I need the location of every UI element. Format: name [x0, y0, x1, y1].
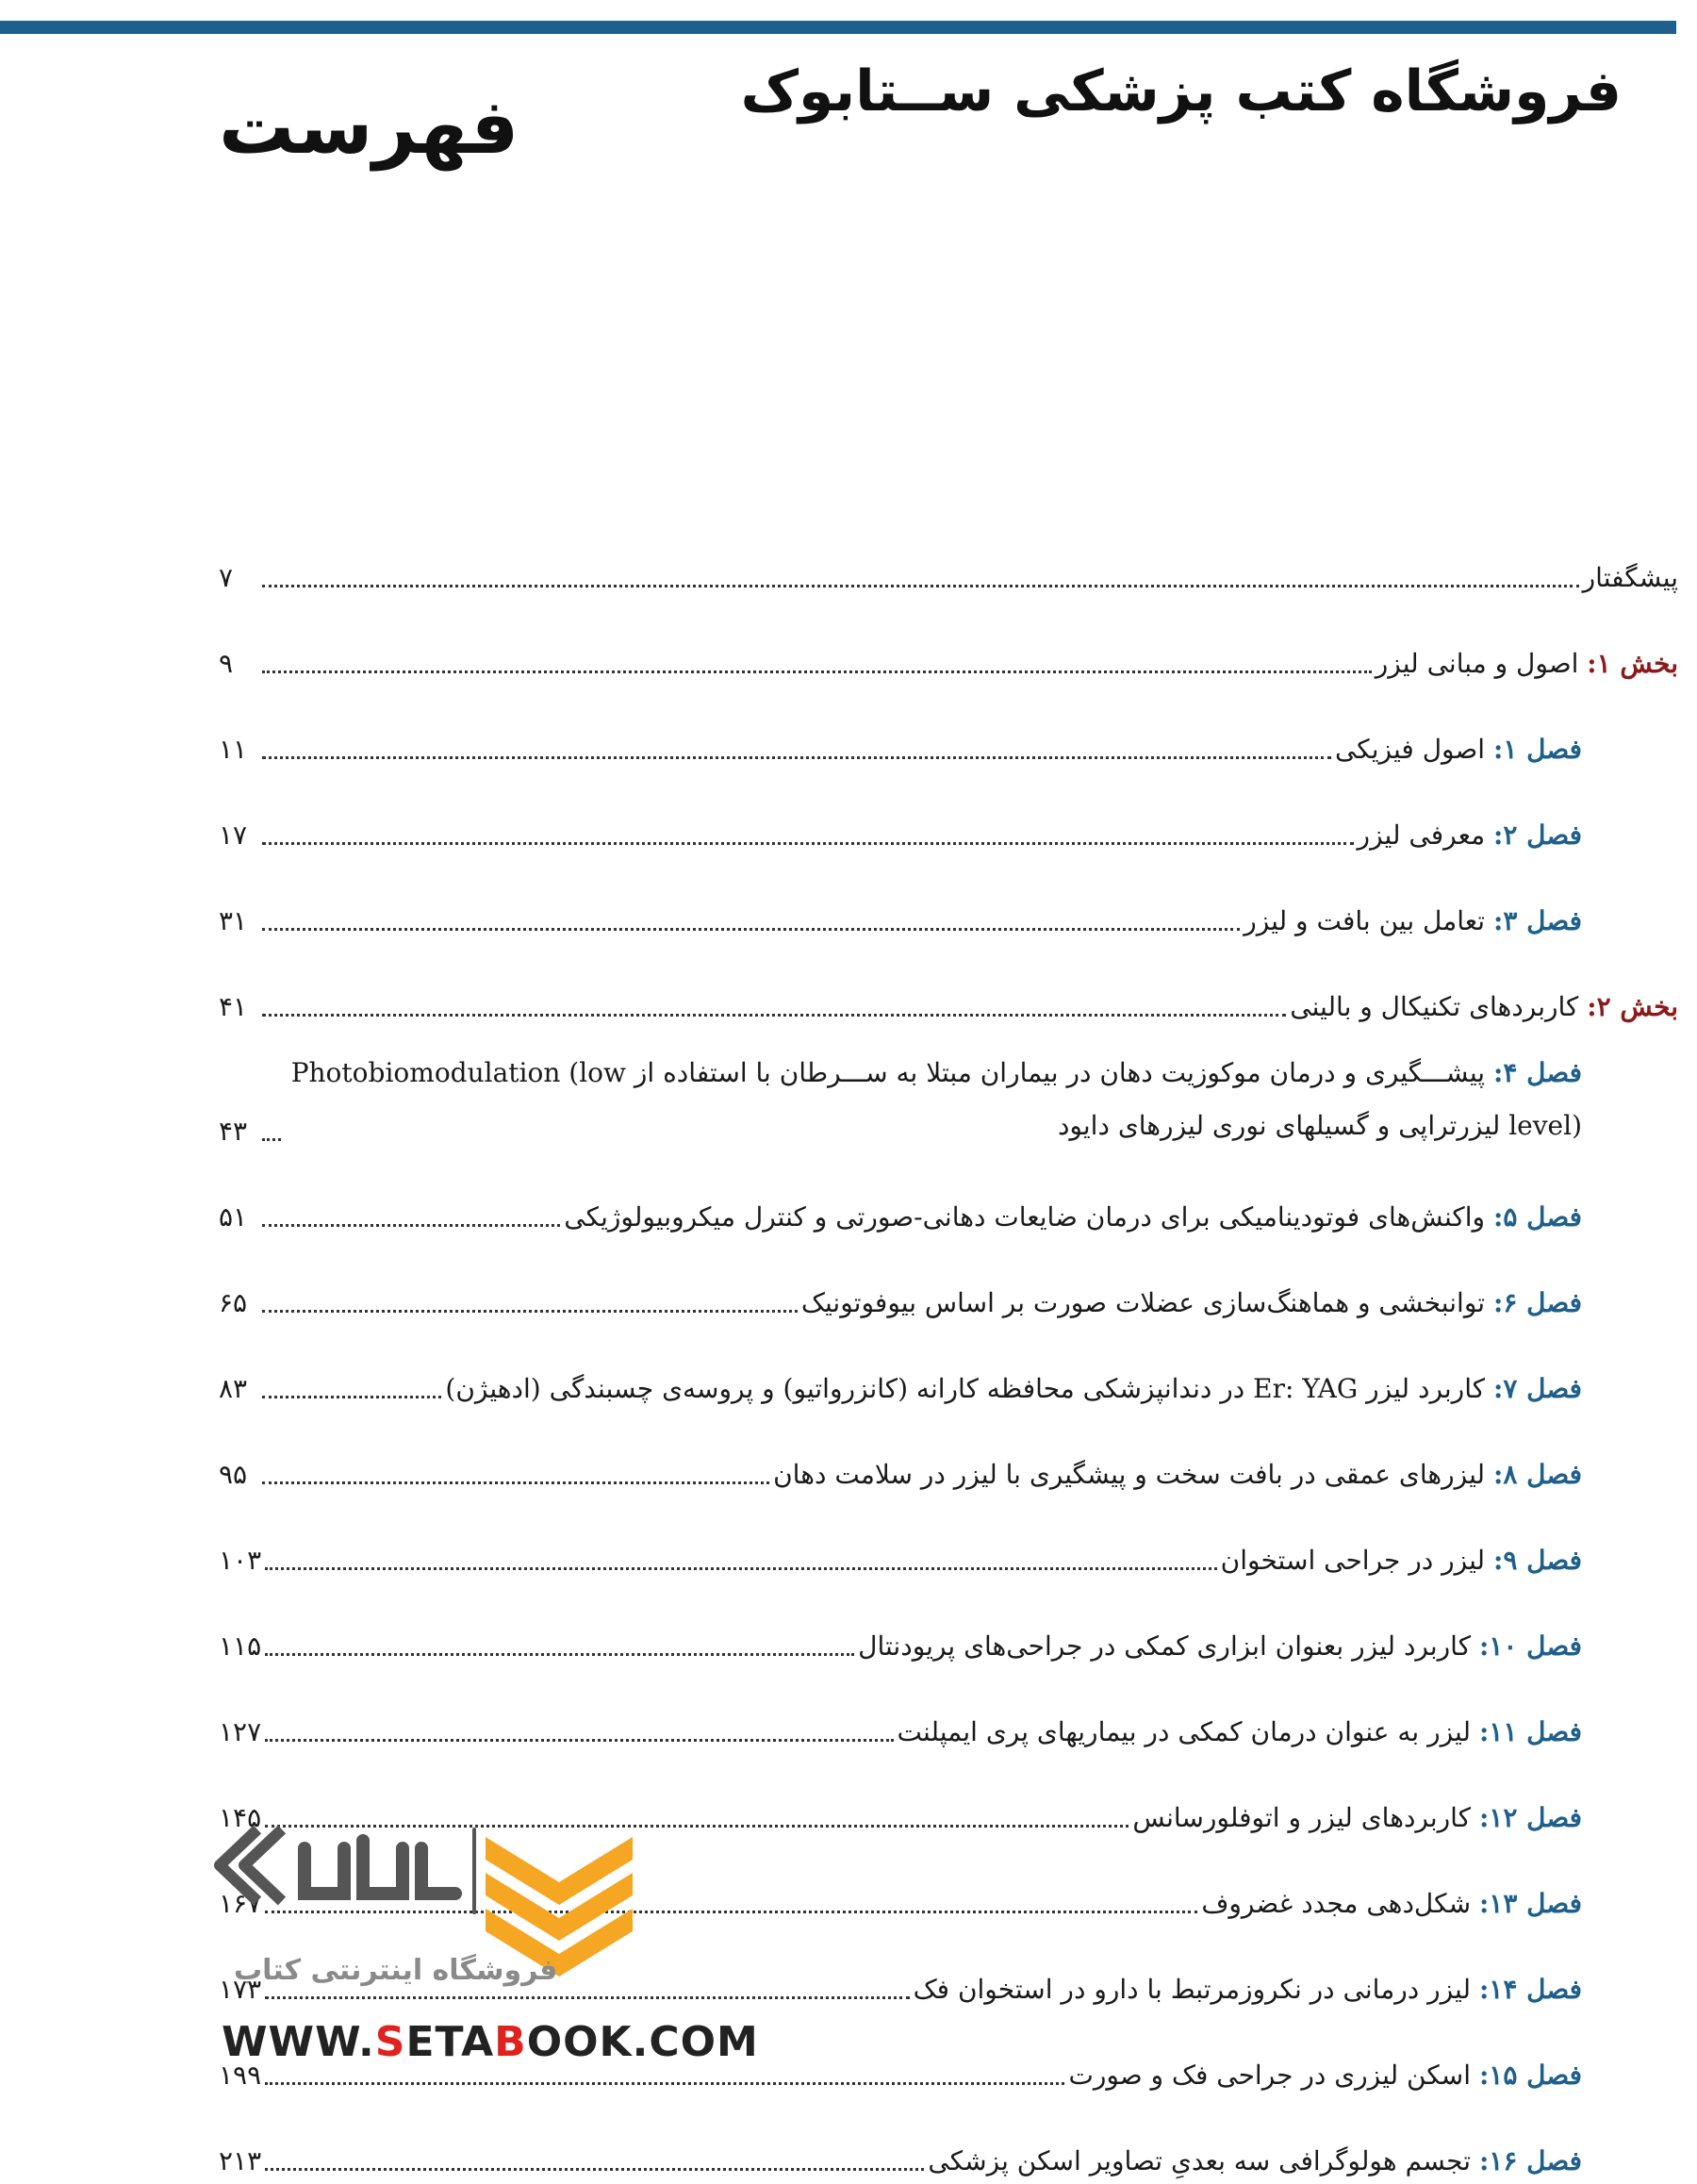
entry-label: [1221, 1539, 1582, 1583]
part-prefix: بخش ۱:: [1587, 648, 1678, 679]
chapter-prefix: فصل ۱۲:: [1478, 1802, 1582, 1833]
chapter-prefix: فصل ۱۶:: [1478, 2145, 1582, 2176]
page-number: ۱۴۵: [219, 1802, 262, 1833]
entry-title: اصول فیزیکی: [1334, 734, 1486, 765]
entry-title: لیزر درمانی در نکروزمرتبط با دارو در استخوان فک: [913, 1974, 1472, 2005]
chapter-prefix: فصل ۱۳:: [1478, 1888, 1582, 1919]
toc-entry-chapter-5[interactable]: [219, 1154, 1582, 1240]
toc-title: فهرست: [219, 83, 519, 171]
dot-leader: [262, 1138, 281, 1141]
toc-entry-part-1[interactable]: [219, 601, 1678, 687]
chapter-prefix: فصل ۳:: [1492, 905, 1582, 936]
dot-leader: [262, 1014, 1286, 1017]
page-number: ۴۱: [219, 991, 248, 1022]
entry-label: [1132, 1796, 1582, 1841]
entry-label: [858, 1625, 1582, 1669]
page-number: ۶۵: [219, 1287, 248, 1318]
store-name: فروشگاه کتب پزشکی ســتابوک: [740, 58, 1622, 124]
page-number: ۸۳: [219, 1373, 248, 1404]
entry-label: [1583, 556, 1678, 601]
part-prefix: بخش ۲:: [1587, 991, 1678, 1022]
chapter-prefix: فصل ۱۴:: [1478, 1974, 1582, 2005]
entry-label: [773, 1453, 1582, 1497]
watermark-url: [222, 2018, 759, 2066]
page-number: ۱۷: [219, 819, 248, 851]
chapter-prefix: فصل ۷:: [1492, 1373, 1582, 1404]
chapter-prefix: فصل ۵:: [1492, 1201, 1582, 1233]
entry-title: معرفی لیزر: [1357, 819, 1486, 851]
entry-title: توانبخشی و هماهنگ‌سازی عضلات صورت بر اساس بیوفوتونیک: [800, 1287, 1486, 1318]
entry-label: [1358, 814, 1582, 858]
entry-title: اصول و مبانی لیزر: [1375, 648, 1579, 679]
dot-leader: [262, 670, 1372, 673]
entry-title: پیشـــگیری و درمان موکوزیت دهان در بیماران مبتلا به ســـرطان با استفاده از Photobiomodulation (low level) لیزرتراپی و گسیلهای نوری لیزرهای دایود: [290, 1057, 1582, 1141]
entry-title: لیزرهای عمقی در بافت سخت و پیشگیری با لیزر در سلامت دهان: [773, 1459, 1486, 1490]
watermark-subtitle: فروشگاه اینترنتی کتاب: [234, 1954, 558, 1987]
page-number: ۳۱: [219, 905, 248, 936]
toc-entry-chapter-3[interactable]: [219, 858, 1582, 944]
brand-mark-gray: [305, 1829, 474, 1912]
dot-leader: [262, 1224, 560, 1227]
page-number: ۴۳: [219, 1116, 248, 1147]
chapter-prefix: فصل ۸:: [1492, 1459, 1582, 1490]
entry-label: [445, 1367, 1582, 1412]
page-number: ۱۹۹: [219, 2060, 262, 2091]
toc-entry-part-2[interactable]: [219, 944, 1678, 1030]
toc-entry-chapter-16[interactable]: [219, 2098, 1582, 2184]
page-number: ۷: [219, 562, 234, 593]
chapter-prefix: فصل ۱۱:: [1478, 1716, 1582, 1747]
entry-title: کاربردهای لیزر و اتوفلورسانس: [1132, 1802, 1472, 1833]
entry-title: کاربرد لیزر Er: YAG در دندانپزشکی محافظه کارانه (کانزرواتیو) و پروسه‌ی چسبندگی (ادهیژن): [445, 1373, 1486, 1404]
url-part: ETA: [405, 2018, 495, 2066]
entry-label: [898, 1711, 1582, 1755]
toc-entry-chapter-2[interactable]: [219, 772, 1582, 858]
entry-title: کاربرد لیزر بعنوان ابزاری کمکی در جراحی‌های پریودنتال: [858, 1630, 1472, 1662]
page-number: ۱۶۷: [219, 1888, 262, 1919]
entry-label: [1290, 985, 1678, 1030]
toc-entry-chapter-4[interactable]: [219, 1030, 1582, 1154]
url-accent: S: [374, 2018, 406, 2066]
dot-leader: [262, 1310, 798, 1313]
entry-label: [564, 1196, 1582, 1240]
page-number: ۲۱۳: [219, 2145, 262, 2176]
entry-title: کاربردهای تکنیکال و بالینی: [1290, 991, 1579, 1022]
url-accent: B: [494, 2018, 527, 2066]
dot-leader: [262, 1481, 769, 1484]
page-number: ۱۱: [219, 734, 248, 765]
entry-label: [285, 1047, 1582, 1154]
entry-label: [1244, 900, 1582, 944]
entry-title: واکنش‌های فوتودینامیکی برای درمان ضایعات دهانی-صورتی و کنترل میکروبیولوژیکی: [564, 1201, 1486, 1233]
chevron-arrows-icon: [220, 1829, 282, 1901]
page-number: ۱۱۵: [219, 1630, 262, 1662]
page-number: ۱۲۷: [219, 1716, 262, 1747]
chapter-prefix: فصل ۱:: [1492, 734, 1582, 765]
dot-leader: [265, 2168, 924, 2171]
page-number: ۹۵: [219, 1459, 248, 1490]
entry-label: [801, 1282, 1582, 1326]
page-number: ۹: [219, 648, 234, 679]
entry-title: اسکن لیزری در جراحی فک و صورت: [1068, 2060, 1472, 2091]
dot-leader: [262, 585, 1579, 587]
toc-entry-chapter-10[interactable]: [219, 1583, 1582, 1669]
dot-leader: [262, 1396, 441, 1398]
entry-label: [1376, 642, 1678, 687]
dot-leader: [265, 1653, 854, 1656]
chapter-prefix: فصل ۲:: [1492, 819, 1582, 851]
page-number: ۱۰۳: [219, 1545, 262, 1576]
page-number: ۵۱: [219, 1201, 248, 1233]
chapter-prefix: فصل ۹:: [1492, 1545, 1582, 1576]
toc-entry-chapter-8[interactable]: [219, 1412, 1582, 1497]
entry-title: پیشگفتار: [1582, 562, 1678, 593]
url-part: WWW.: [222, 2018, 375, 2066]
entry-title: شکل‌دهی مجدد غضروف: [1201, 1888, 1472, 1919]
top-rule: [0, 21, 1676, 34]
entry-title: لیزر به عنوان درمان کمکی در بیماریهای پری ایمپلنت: [897, 1716, 1472, 1747]
toc-entry-chapter-9[interactable]: [219, 1497, 1582, 1583]
dot-leader: [265, 1567, 1217, 1570]
toc-entry-chapter-11[interactable]: [219, 1669, 1582, 1755]
toc-entry-chapter-6[interactable]: [219, 1240, 1582, 1326]
toc-entry-chapter-1[interactable]: [219, 687, 1582, 772]
page-number: ۱۷۳: [219, 1974, 262, 2005]
chapter-prefix: فصل ۶:: [1492, 1287, 1582, 1318]
toc-entry-chapter-7[interactable]: [219, 1326, 1582, 1412]
toc-entry-preface[interactable]: [219, 515, 1678, 601]
chapter-prefix: فصل ۱۵:: [1478, 2060, 1582, 2091]
dot-leader: [265, 1739, 893, 1742]
entry-label: [1201, 1882, 1582, 1927]
chapter-prefix: فصل ۱۰:: [1478, 1630, 1582, 1662]
entry-title: تجسم هولوگرافی سه بعدیِ تصاویر اسکن پزشکی: [928, 2145, 1472, 2176]
dot-leader: [262, 928, 1240, 931]
entry-label: [1335, 728, 1582, 772]
url-part: OOK.COM: [526, 2018, 759, 2066]
dot-leader: [262, 756, 1331, 759]
chapter-prefix: فصل ۴:: [1492, 1057, 1582, 1088]
entry-label: [928, 2140, 1582, 2184]
entry-title: تعامل بین بافت و لیزر: [1244, 905, 1486, 936]
dot-leader: [262, 842, 1354, 845]
entry-label: [914, 1968, 1582, 2012]
entry-label: [1068, 2054, 1582, 2098]
entry-title: لیزر در جراحی استخوان: [1220, 1545, 1486, 1576]
